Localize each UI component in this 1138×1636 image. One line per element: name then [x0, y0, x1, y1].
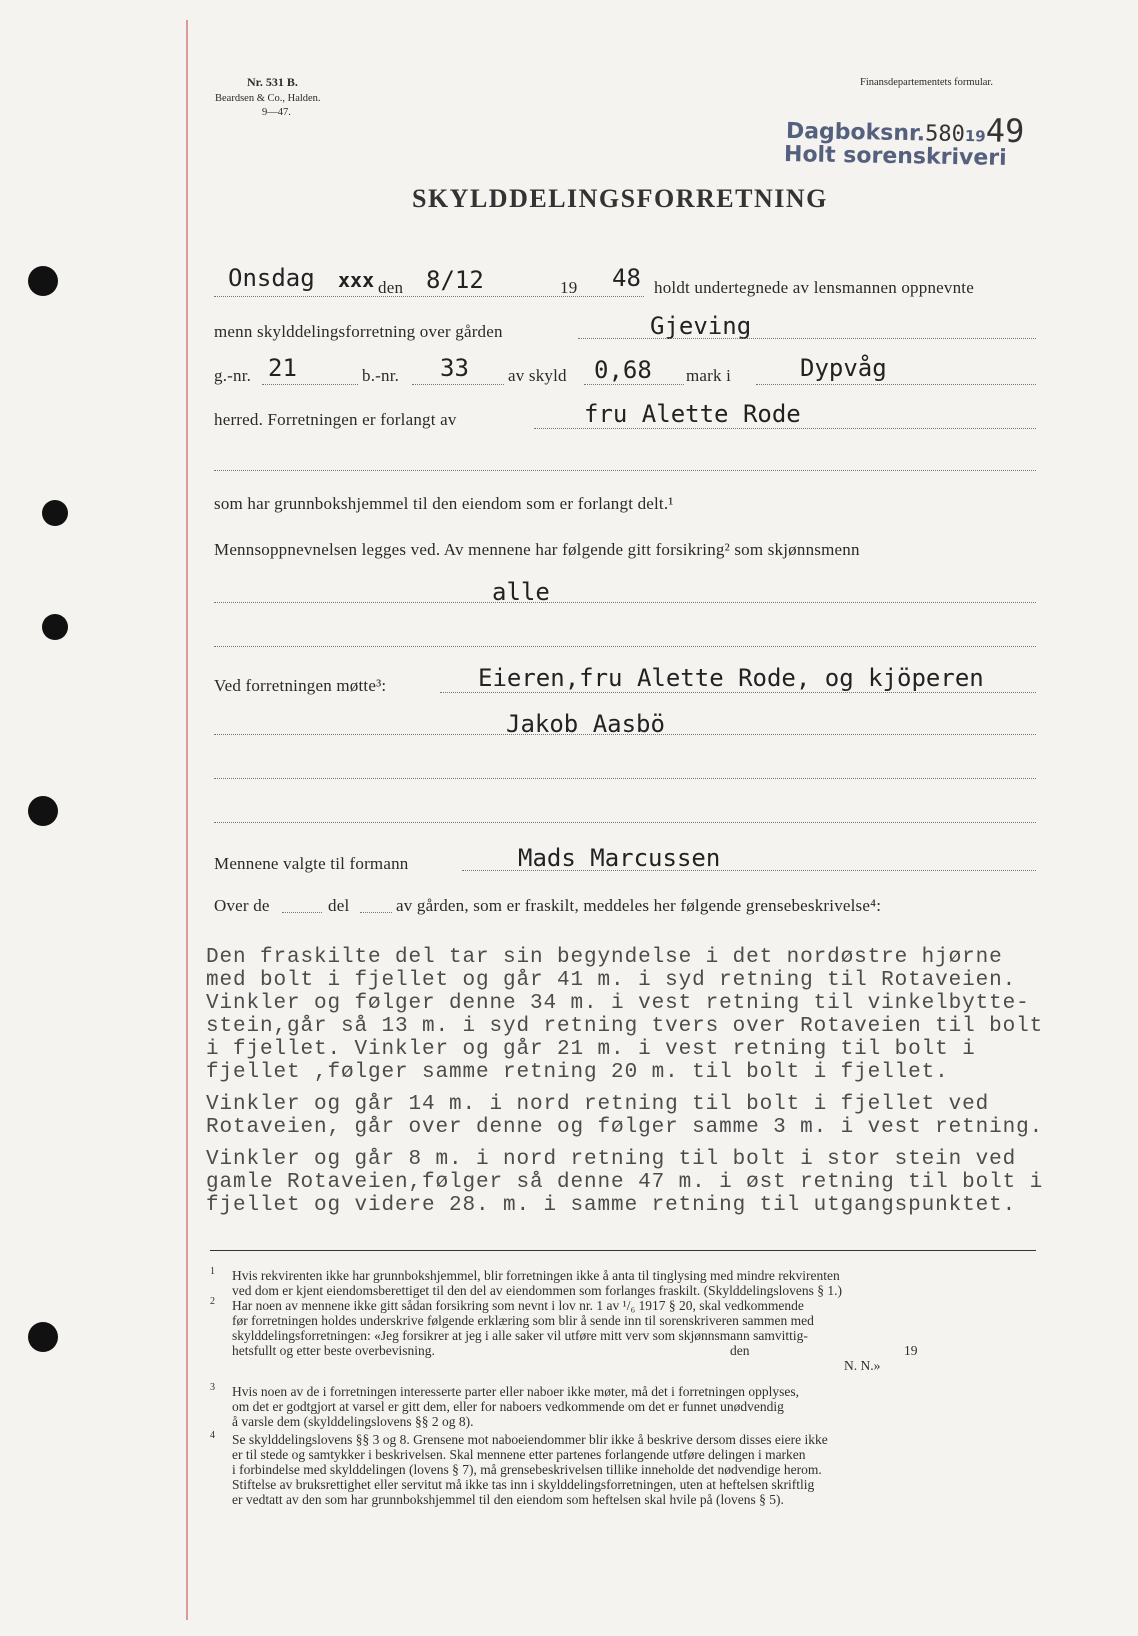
- footnote-line: å varsle dem (skylddelingslovens §§ 2 og 8).: [232, 1414, 474, 1429]
- footnote-divider: [210, 1250, 1036, 1251]
- footnote-line: før forretningen holdes underskrive følgende erklæring som blir å sende inn til sorenskriveren sammen med: [232, 1313, 814, 1328]
- footnote-line: Hvis rekvirenten ikke har grunnbokshjemmel, blir forretningen ikke å anta til tinglysing med mindre rekvirenten: [232, 1268, 840, 1283]
- form-number: Nr. 531 B.: [247, 75, 298, 89]
- document-title: SKYLDDELINGSFORRETNING: [412, 184, 828, 213]
- description-line: gamle Rotaveien,følger så denne 47 m. i øst retning til bolt i: [206, 1171, 1044, 1194]
- footnote-1: [210, 1268, 842, 1298]
- description-line: Vinkler og går 14 m. i nord retning til bolt i fjellet ved: [206, 1093, 990, 1116]
- footnote-year: 19: [904, 1343, 918, 1358]
- footnote-line: Har noen av mennene ikke gitt sådan forsikring som nevnt i lov nr. 1 av ¹/₆ 1917 § 20, skal vedkommende: [232, 1298, 804, 1313]
- dotted-line: [462, 870, 1036, 871]
- dotted-line: [214, 778, 1036, 779]
- footnote-signature: N. N.»: [844, 1358, 881, 1373]
- description-line: i fjellet. Vinkler og går 21 m. i vest retning til bolt i: [206, 1038, 976, 1061]
- gnr-label: g.-nr.: [214, 366, 252, 385]
- dotted-line: [214, 822, 1036, 823]
- punch-hole: [42, 500, 68, 526]
- punch-hole: [28, 796, 58, 826]
- line1-rest: holdt undertegnede av lensmannen oppnevnte: [654, 278, 974, 297]
- footnote-number: 3: [210, 1382, 215, 1393]
- description-line: fjellet ,følger samme retning 20 m. til bolt i fjellet.: [206, 1061, 949, 1084]
- over-label: Over de: [214, 896, 270, 915]
- den-label: den: [378, 278, 404, 297]
- attendees-answer-2: Jakob Aasbö: [506, 710, 665, 738]
- footnote-line: Se skylddelingslovens §§ 3 og 8. Grensene mot naboeiendommer blir ikke å beskrive dersom disses eiere ikke: [232, 1432, 828, 1447]
- footnote-line: Stiftelse av bruksrettighet eller servitut må ikke tas inn i skylddelingsforretningen, uten at heftelsen skriftlig: [232, 1477, 815, 1492]
- description-line: Rotaveien, går over denne og følger samme 3 m. i vest retning.: [206, 1116, 1044, 1139]
- weekday: Onsdag: [228, 264, 315, 292]
- dotted-line: [262, 384, 358, 385]
- punch-hole: [42, 614, 68, 640]
- dotted-line: [534, 428, 1036, 429]
- bnr-label: b.-nr.: [362, 366, 400, 385]
- chair-label: Mennene valgte til formann: [214, 854, 409, 873]
- description-line: Vinkler og går 8 m. i nord retning til bolt i stor stein ved: [206, 1148, 1017, 1171]
- footnote-line: hetsfullt og etter beste overbevisning.: [232, 1343, 435, 1358]
- dotted-line: [214, 470, 1036, 471]
- mark-label: mark i: [686, 366, 732, 385]
- dotted-line: [440, 692, 1036, 693]
- stamp-court: Holt sorenskriveri: [783, 142, 1007, 171]
- skjonnsmenn-answer: alle: [492, 578, 550, 606]
- attendees-answer-1: Eieren,fru Alette Rode, og kjöperen: [478, 664, 984, 692]
- description-line: Den fraskilte del tar sin begyndelse i det nordøstre hjørne: [206, 946, 1003, 969]
- struck-text: xxx: [338, 268, 375, 292]
- attendees-label: Ved forretningen møtte³:: [214, 676, 387, 695]
- skyld-label: av skyld: [508, 366, 567, 385]
- requester-name: fru Alette Rode: [584, 400, 801, 428]
- farm-label: menn skylddelingsforretning over gården: [214, 322, 503, 341]
- bnr-value: 33: [440, 354, 469, 382]
- footnote-2: [210, 1296, 918, 1373]
- boundary-description: [206, 946, 1043, 1217]
- ministry-label: Finansdepartementets formular.: [860, 77, 993, 88]
- dotted-line: [214, 646, 1036, 647]
- punch-hole: [28, 266, 58, 296]
- footnote-line: er vedtatt av den som har grunnbokshjemmel til den eiendom som heftelsen skal hvile på (lovens § 5).: [232, 1492, 784, 1507]
- footnote-line: er til stede og samtykker i beskrivelsen. Skal mennene etter partenes forlangende utføre delingen i marken: [232, 1447, 806, 1462]
- footnote-4: [210, 1432, 828, 1507]
- footnote-line: skylddelingsforretningen: «Jeg forsikrer at jeg i alle saker vil utføre mitt verv som skjønnsmann samvittig-: [232, 1328, 808, 1343]
- farm-name: Gjeving: [650, 312, 752, 340]
- hjemmel-text: som har grunnbokshjemmel til den eiendom som er forlangt delt.¹: [214, 494, 674, 513]
- dotted-line: [214, 602, 1036, 603]
- footnote-line: Hvis noen av de i forretningen interesserte parter eller naboer ikke møter, må det i forretningen opplyses,: [232, 1384, 800, 1399]
- description-line: stein,går så 13 m. i syd retning tvers over Rotaveien til bolt: [206, 1015, 1044, 1038]
- footnote-line: ved dom er kjent eiendomsberettiget til den del av eiendommen som forlanges fraskilt. (Skylddelingslovens § 1.): [232, 1283, 842, 1298]
- skyld-value: 0,68: [594, 356, 652, 384]
- boundary-label: av gården, som er fraskilt, meddeles her følgende grensebeskrivelse⁴:: [396, 896, 882, 915]
- dotted-line: [214, 296, 644, 297]
- chair-name: Mads Marcussen: [518, 844, 721, 872]
- del-label: del: [328, 896, 350, 915]
- footnote-line: i forbindelse med skylddelingen (lovens § 7), må grensebeskrivelsen tillike inneholde det nødvendige herom.: [232, 1462, 822, 1477]
- description-line: med bolt i fjellet og går 41 m. i syd retning til Rotaveien.: [206, 969, 1017, 992]
- year: 48: [612, 264, 641, 292]
- margin-line: [186, 20, 188, 1620]
- footnote-line: om det er godtgjort at varsel er gitt dem, eller for naboers vedkommende om det er funnet unødvendig: [232, 1399, 784, 1414]
- forsikring-text: Mennsoppnevnelsen legges ved. Av mennene har følgende gitt forsikring² som skjønnsmenn: [214, 540, 860, 559]
- punch-hole: [28, 1322, 58, 1352]
- dotted-line: [214, 734, 1036, 735]
- dotted-line: [412, 384, 504, 385]
- description-line: Vinkler og følger denne 34 m. i vest retning til vinkelbytte-: [206, 992, 1030, 1015]
- year-prefix: 19: [560, 278, 578, 297]
- requester-label: herred. Forretningen er forlangt av: [214, 410, 457, 429]
- dotted-line: [282, 912, 322, 913]
- dotted-line: [360, 912, 392, 913]
- herred-value: Dypvåg: [800, 354, 887, 382]
- dotted-line: [756, 384, 1036, 385]
- footnote-3: [210, 1384, 799, 1429]
- gnr-value: 21: [268, 354, 297, 382]
- footnote-den: den: [730, 1343, 750, 1358]
- description-line: fjellet og videre 28. m. i samme retning til utgangspunktet.: [206, 1194, 1017, 1217]
- print-date: 9—47.: [262, 107, 291, 118]
- dotted-line: [584, 384, 684, 385]
- stamp-diary-number: Dagboksnr.5801949: [785, 111, 1025, 151]
- dotted-line: [578, 338, 1036, 339]
- footnote-number: 4: [210, 1430, 215, 1441]
- date: 8/12: [426, 266, 484, 294]
- footnote-number: 1: [210, 1266, 215, 1277]
- footnote-number: 2: [210, 1296, 215, 1307]
- printer: Beardsen & Co., Halden.: [215, 93, 321, 104]
